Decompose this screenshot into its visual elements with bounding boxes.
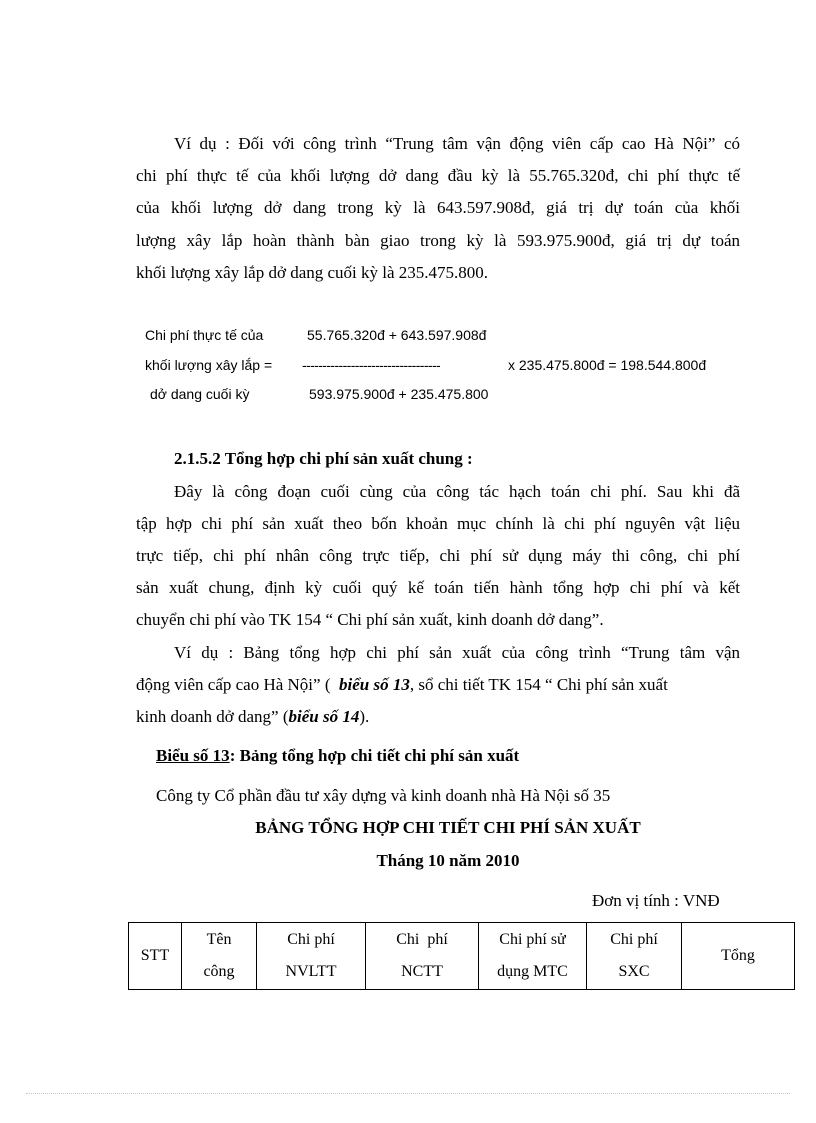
section-line-2: tập hợp chi phí sản xuất theo bốn khoản mục chính là chi phí nguyên vật liệu [136, 514, 740, 533]
formula-result: x 235.475.800đ = 198.544.800đ [508, 357, 707, 373]
formula-label-3: dở dang cuối kỳ [150, 386, 250, 402]
header-labor-cost: Chi phí NCTT [366, 923, 479, 990]
page-bottom-border [26, 1093, 790, 1094]
table-title: BẢNG TỔNG HỢP CHI TIẾT CHI PHÍ SẢN XUẤT [255, 818, 641, 837]
exhibit-14-reference: biểu số 14 [288, 707, 360, 726]
section-line-3: trực tiếp, chi phí nhân công trực tiếp, chi phí sử dụng máy thi công, chi phí [136, 546, 740, 565]
example2-line-3: kinh doanh dở dang” (biểu số 14). [136, 707, 370, 726]
example-line-5: khối lượng xây lắp dở dang cuối kỳ là 235.475.800. [136, 263, 489, 282]
header-overhead-cost: Chi phí SXC [587, 923, 682, 990]
table-month: Tháng 10 năm 2010 [376, 851, 520, 870]
cost-summary-table [128, 922, 795, 990]
example2-line-2: động viên cấp cao Hà Nội” ( biểu số 13, sổ chi tiết TK 154 “ Chi phí sản xuất [136, 675, 668, 694]
example-line-3: của khối lượng dở dang trong kỳ là 643.597.908đ, giá trị dự toán của khối [136, 198, 740, 217]
formula-numerator: 55.765.320đ + 643.597.908đ [307, 327, 487, 343]
header-material-cost: Chi phí NVLTT [257, 923, 366, 990]
exhibit-13-reference: biểu số 13 [338, 675, 410, 694]
section-line-4: sản xuất chung, định kỳ cuối quý kế toán tiến hành tổng hợp chi phí và kết [136, 578, 740, 597]
formula-denominator: 593.975.900đ + 235.475.800 [309, 386, 489, 402]
example-line-2: chi phí thực tế của khối lượng dở dang đầu kỳ là 55.765.320đ, chi phí thực tế [136, 166, 740, 185]
exhibit-title: : Bảng tổng hợp chi tiết chi phí sản xuất [229, 746, 520, 765]
exhibit-caption [156, 746, 519, 766]
exhibit-label: Biểu số 13 [156, 746, 230, 765]
header-machine-cost: Chi phí sử dụng MTC [479, 923, 587, 990]
table-header-row [129, 923, 795, 990]
header-stt: STT [129, 923, 182, 990]
header-project-name: Tên công [182, 923, 257, 990]
formula-label-1: Chi phí thực tế của [145, 327, 264, 343]
section-heading: 2.1.5.2 Tổng hợp chi phí sản xuất chung : [174, 449, 473, 468]
example-line-1: Ví dụ : Đối với công trình “Trung tâm vận động viên cấp cao Hà Nội” có [174, 134, 740, 153]
header-total: Tổng [682, 923, 795, 990]
example2-line-1: Ví dụ : Bảng tổng hợp chi phí sản xuất của công trình “Trung tâm vận [174, 643, 740, 662]
currency-unit: Đơn vị tính : VNĐ [592, 891, 720, 910]
example-line-4: lượng xây lắp hoàn thành bàn giao trong kỳ là 593.975.900đ, giá trị dự toán [136, 231, 740, 250]
formula-fraction-line: ---------------------------------- [302, 357, 441, 373]
section-line-5: chuyển chi phí vào TK 154 “ Chi phí sản xuất, kinh doanh dở dang”. [136, 610, 604, 629]
company-name: Công ty Cổ phần đầu tư xây dựng và kinh doanh nhà Hà Nội số 35 [156, 786, 611, 805]
section-line-1: Đây là công đoạn cuối cùng của công tác hạch toán chi phí. Sau khi đã [174, 482, 740, 501]
formula-label-2: khối lượng xây lắp = [145, 357, 273, 373]
